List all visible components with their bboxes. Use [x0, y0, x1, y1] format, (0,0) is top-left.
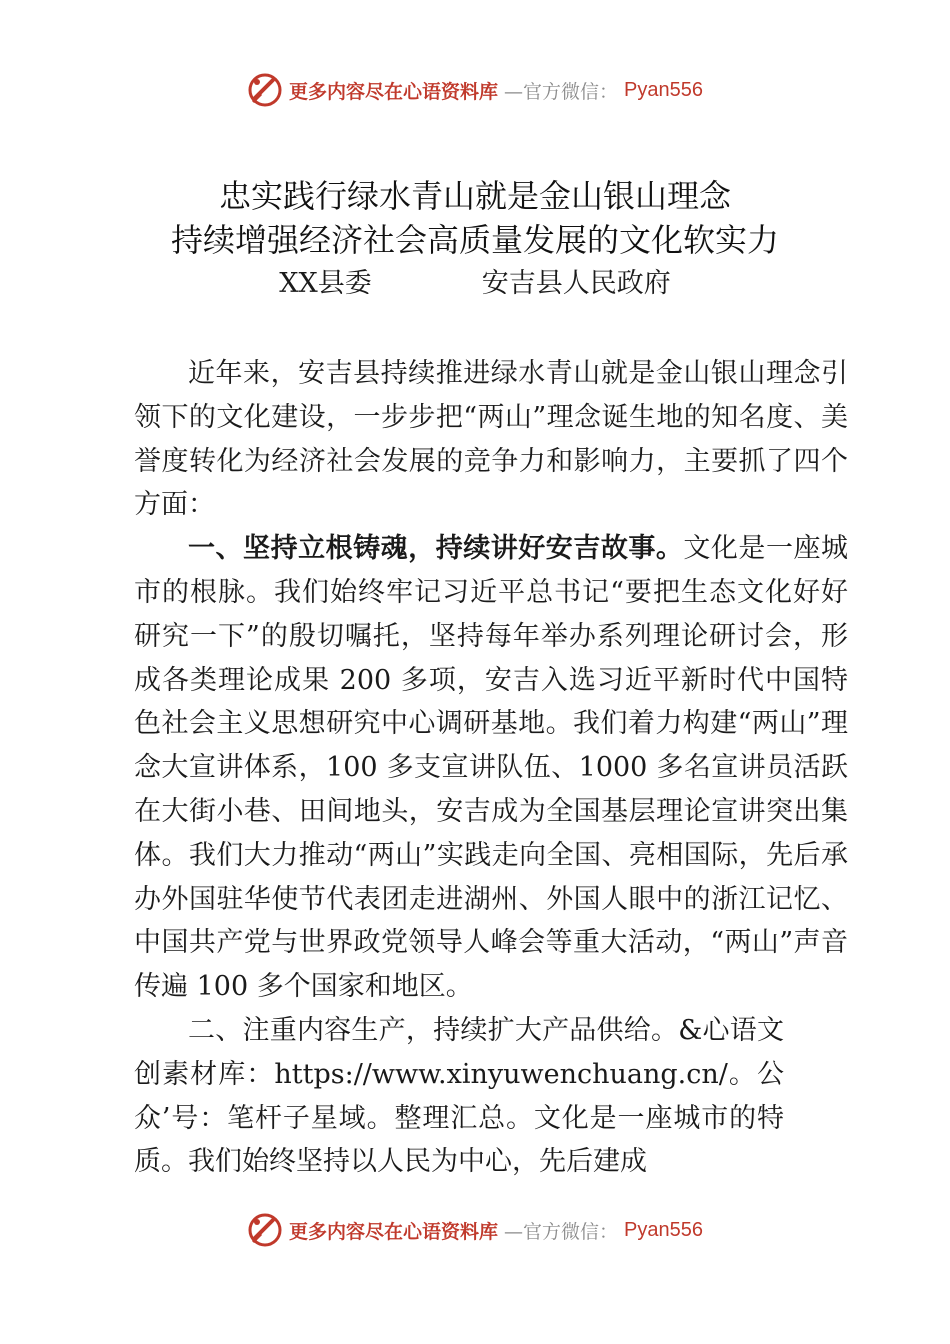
paragraph-intro: 近年来，安吉县持续推进绿水青山就是金山银山理念引领下的文化建设，一步步把“两山”理念诞生地的知名度、美誉度转化为经济社会发展的竞争力和影响力，主要抓了四个方面： [134, 358, 848, 521]
watermark-wechat-id: Pyan556 [624, 1218, 703, 1241]
watermark-brand: 更多内容尽在心语资料库 [289, 80, 499, 103]
brush-logo-icon [247, 72, 283, 108]
section-1-text: 文化是一座城市的根脉。我们始终牢记习近平总书记“要把生态文化好好研究一下”的殷切嘱托，坚持每年举办系列理论研讨会，形成各类理论成果 200 多项，安吉入选习近平新时代中国特色社会主义思想研究中心调研基地。我们着力构建“两山”理念大宣讲体系，100 多支宣讲队伍、1000 多名宣讲员活跃在大街小巷、田间地头，安吉成为全国基层理论宣讲突出集体。我们大力推动“两山”实践走向全国、亮相国际，先后承办外国驻华使节代表团走进湖州、外国人眼中的浙江记忆、中国共产党与世界政党领导人峰会等重大活动，“两山”声音传遍 100 多个国家和地区。 [134, 533, 848, 1003]
paragraph-section-1 [134, 527, 848, 1009]
author-left: XX县委 [279, 268, 372, 299]
section-1-heading: 一、坚持立根铸魂，持续讲好安吉故事。 [188, 533, 684, 565]
watermark-separator: —官方微信： [504, 1220, 619, 1243]
watermark-wechat-id: Pyan556 [624, 78, 703, 101]
footer-watermark [0, 1212, 950, 1248]
brush-logo-icon [247, 1212, 283, 1248]
watermark-separator: —官方微信： [504, 80, 619, 103]
document-body [134, 352, 848, 1184]
document-authors [0, 265, 950, 303]
paragraph-section-2: 二、注重内容生产，持续扩大产品供给。&心语文创素材库：https://www.xinyuwenchuang.cn/。公众’号：笔杆子星域。整理汇总。文化是一座城市的特质。我们始终坚持以人民为中心，先后建成 [134, 1014, 784, 1178]
header-watermark [0, 72, 950, 108]
document-title-line1: 忠实践行绿水青山就是金山银山理念 [218, 177, 731, 215]
watermark-brand: 更多内容尽在心语资料库 [289, 1220, 499, 1243]
author-right: 安吉县人民政府 [481, 268, 671, 299]
document-title-line2: 持续增强经济社会高质量发展的文化软实力 [170, 221, 779, 259]
